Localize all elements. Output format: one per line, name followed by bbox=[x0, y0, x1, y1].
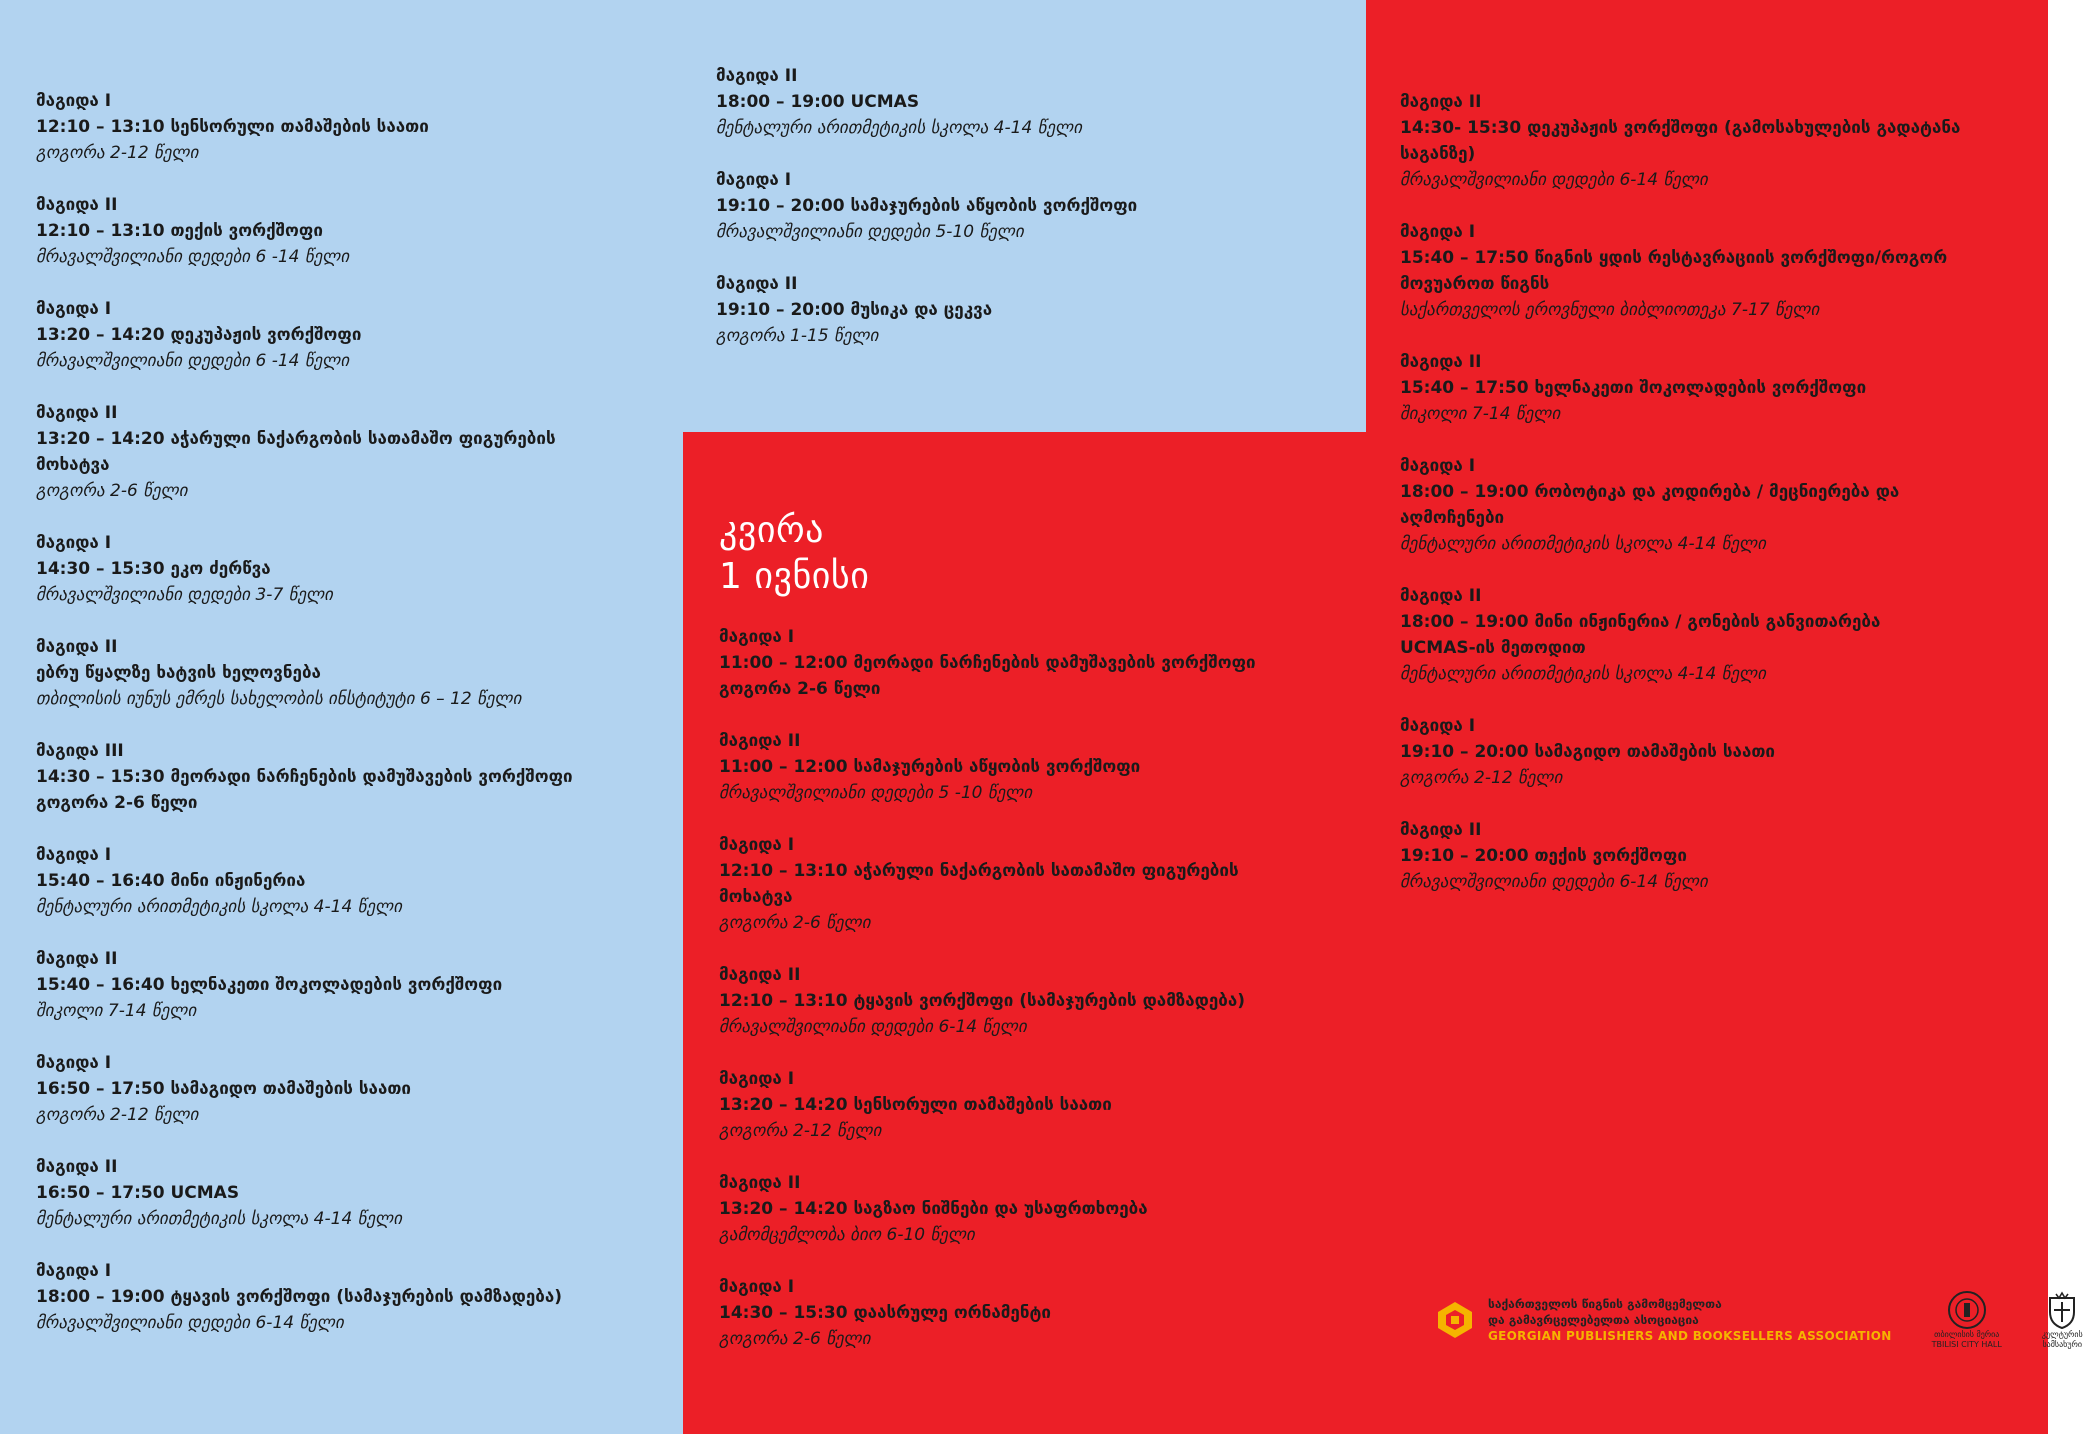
culture-caption-1: კულტურის bbox=[2041, 1330, 2083, 1339]
table-label: მაგიდა II bbox=[1400, 352, 1482, 372]
schedule-entry bbox=[36, 530, 676, 608]
session-title: 19:10 – 20:00 მუსიკა და ცეკვა bbox=[716, 300, 993, 320]
audience-age: მრავალშვილიანი დედები 6 -14 წელი bbox=[36, 247, 350, 267]
session-title: 16:50 – 17:50 სამაგიდო თამაშების საათი bbox=[36, 1079, 412, 1099]
session-title: 14:30 – 15:30 დაასრულე ორნამენტი bbox=[719, 1303, 1051, 1323]
session-title: 19:10 – 20:00 თექის ვორქშოფი bbox=[1400, 846, 1687, 866]
schedule-entry bbox=[36, 842, 676, 920]
audience-age: გოგორა 2-6 წელი bbox=[719, 913, 871, 933]
city-hall-caption-ka: თბილისის მერია bbox=[1934, 1330, 2000, 1339]
table-label: მაგიდა I bbox=[1400, 456, 1476, 476]
table-label: მაგიდა I bbox=[716, 170, 792, 190]
audience-age: მრავალშვილიანი დედები 6 -14 წელი bbox=[36, 351, 350, 371]
schedule-entry bbox=[716, 271, 1356, 349]
session-title: 18:00 – 19:00 UCMAS bbox=[716, 92, 920, 112]
table-label: მაგიდა I bbox=[719, 1277, 795, 1297]
audience-age: მრავალშვილიანი დედები 3-7 წელი bbox=[36, 585, 333, 605]
session-title: 18:00 – 19:00 მინი ინჟინერია / გონების განვითარება bbox=[1400, 612, 1881, 632]
schedule-column-2-top bbox=[716, 63, 1356, 375]
table-label: მაგიდა II bbox=[36, 949, 118, 969]
schedule-entry bbox=[36, 296, 676, 374]
day-name: კვირა bbox=[719, 510, 824, 551]
gpba-name-en: GEORGIAN PUBLISHERS AND BOOKSELLERS ASSOCIATION bbox=[1488, 1329, 1892, 1343]
session-title-continued: მოვუაროთ წიგნს bbox=[1400, 274, 1550, 294]
session-title: 13:20 – 14:20 აჭარული ნაქარგობის სათამაშო ფიგურების bbox=[36, 429, 556, 449]
schedule-entry bbox=[36, 1154, 676, 1232]
audience-age: მრავალშვილიანი დედები 6-14 წელი bbox=[1400, 170, 1708, 190]
table-label: მაგიდა II bbox=[716, 66, 798, 86]
audience-age: მენტალური არითმეტიკის სკოლა 4-14 წელი bbox=[1400, 664, 1766, 684]
audience-age: მრავალშვილიანი დედები 6-14 წელი bbox=[719, 1017, 1027, 1037]
schedule-entry bbox=[719, 1170, 1359, 1248]
audience-age: გოგორა 1-15 წელი bbox=[716, 326, 879, 346]
session-title: 19:10 – 20:00 სამაგიდო თამაშების საათი bbox=[1400, 742, 1776, 762]
session-title: 14:30 – 15:30 მეორადი ნარჩენების დამუშავების ვორქშოფი bbox=[36, 767, 573, 787]
table-label: მაგიდა II bbox=[36, 195, 118, 215]
coat-of-arms-icon bbox=[2042, 1290, 2082, 1330]
schedule-column-2-bottom bbox=[719, 508, 1359, 1378]
schedule-entry bbox=[719, 1274, 1359, 1352]
audience-age: მენტალური არითმეტიკის სკოლა 4-14 წელი bbox=[716, 118, 1082, 138]
session-title-continued: აღმოჩენები bbox=[1400, 508, 1505, 528]
session-title: 14:30- 15:30 დეკუპაჟის ვორქშოფი (გამოსახულების გადატანა bbox=[1400, 118, 1961, 138]
audience-age: შიკოლი 7-14 წელი bbox=[1400, 404, 1561, 424]
tbilisi-city-hall-logo bbox=[1932, 1290, 2002, 1350]
session-title: 13:20 – 14:20 დეკუპაჟის ვორქშოფი bbox=[36, 325, 362, 345]
table-label: მაგიდა I bbox=[36, 533, 112, 553]
table-label: მაგიდა I bbox=[719, 1069, 795, 1089]
schedule-entry bbox=[719, 624, 1359, 702]
table-label: მაგიდა II bbox=[1400, 586, 1482, 606]
session-title: ებრუ წყალზე ხატვის ხელოვნება bbox=[36, 663, 321, 683]
city-hall-seal-icon bbox=[1947, 1290, 1987, 1330]
audience-age: მრავალშვილიანი დედები 6-14 წელი bbox=[1400, 872, 1708, 892]
sponsor-logos bbox=[1436, 1290, 2083, 1350]
audience-age: მრავალშვილიანი დედები 5 -10 წელი bbox=[719, 783, 1033, 803]
audience-age: გამომცემლობა ბიო 6-10 წელი bbox=[719, 1225, 975, 1245]
table-label: მაგიდა II bbox=[36, 403, 118, 423]
schedule-entry bbox=[36, 634, 676, 712]
table-label: მაგიდა I bbox=[719, 627, 795, 647]
culture-service-logo bbox=[2042, 1290, 2083, 1350]
schedule-entry bbox=[1400, 453, 2040, 557]
gpba-logo bbox=[1436, 1296, 1892, 1344]
schedule-entry bbox=[1400, 89, 2040, 193]
session-title-continued: UCMAS-ის მეთოდით bbox=[1400, 638, 1586, 658]
schedule-column-3 bbox=[1400, 89, 2040, 921]
session-title: 11:00 – 12:00 მეორადი ნარჩენების დამუშავების ვორქშოფი bbox=[719, 653, 1256, 673]
table-label: მაგიდა I bbox=[1400, 716, 1476, 736]
schedule-entry bbox=[719, 962, 1359, 1040]
schedule-entry bbox=[719, 1066, 1359, 1144]
day-heading bbox=[719, 508, 1359, 600]
session-title-continued: გოგორა 2-6 წელი bbox=[719, 679, 881, 699]
schedule-entry bbox=[716, 63, 1356, 141]
schedule-column-1 bbox=[36, 88, 676, 1362]
table-label: მაგიდა II bbox=[719, 731, 801, 751]
schedule-entry bbox=[36, 946, 676, 1024]
session-title: 12:10 – 13:10 აჭარული ნაქარგობის სათამაშო ფიგურების bbox=[719, 861, 1239, 881]
day-date: 1 ივნისი bbox=[719, 556, 870, 597]
schedule-entry bbox=[1400, 583, 2040, 687]
audience-age: მენტალური არითმეტიკის სკოლა 4-14 წელი bbox=[36, 897, 402, 917]
audience-age: გოგორა 2-12 წელი bbox=[36, 1105, 199, 1125]
city-hall-caption-en: TBILISI CITY HALL bbox=[1931, 1340, 2002, 1349]
schedule-entry bbox=[36, 192, 676, 270]
table-label: მაგიდა I bbox=[36, 845, 112, 865]
schedule-entry bbox=[1400, 713, 2040, 791]
session-title: 19:10 – 20:00 სამაჯურების აწყობის ვორქშოფი bbox=[716, 196, 1138, 216]
schedule-entry bbox=[1400, 219, 2040, 323]
schedule-entry bbox=[719, 832, 1359, 936]
table-label: მაგიდა II bbox=[1400, 92, 1482, 112]
table-label: მაგიდა I bbox=[1400, 222, 1476, 242]
session-title-continued: მოხატვა bbox=[36, 455, 110, 475]
table-label: მაგიდა III bbox=[36, 741, 124, 761]
table-label: მაგიდა II bbox=[36, 1157, 118, 1177]
session-title: 18:00 – 19:00 რობოტიკა და კოდირება / მეცნიერება და bbox=[1400, 482, 1900, 502]
session-title: 15:40 – 17:50 ხელნაკეთი შოკოლადების ვორქშოფი bbox=[1400, 378, 1867, 398]
audience-age: შიკოლი 7-14 წელი bbox=[36, 1001, 197, 1021]
audience-age: თბილისის იუნუს ემრეს სახელობის ინსტიტუტი 6 – 12 წელი bbox=[36, 689, 522, 709]
schedule-entry bbox=[1400, 349, 2040, 427]
session-title-continued: მოხატვა bbox=[719, 887, 793, 907]
session-title-continued: გოგორა 2-6 წელი bbox=[36, 793, 198, 813]
audience-age: მენტალური არითმეტიკის სკოლა 4-14 წელი bbox=[36, 1209, 402, 1229]
table-label: მაგიდა I bbox=[36, 1261, 112, 1281]
session-title: 14:30 – 15:30 ეკო ძერწვა bbox=[36, 559, 271, 579]
audience-age: გოგორა 2-12 წელი bbox=[36, 143, 199, 163]
session-title: 11:00 – 12:00 სამაჯურების აწყობის ვორქშოფი bbox=[719, 757, 1141, 777]
audience-age: მენტალური არითმეტიკის სკოლა 4-14 წელი bbox=[1400, 534, 1766, 554]
session-title: 18:00 – 19:00 ტყავის ვორქშოფი (სამაჯურების დამზადება) bbox=[36, 1287, 563, 1307]
session-title: 15:40 – 16:40 მინი ინჟინერია bbox=[36, 871, 306, 891]
schedule-entry bbox=[36, 1258, 676, 1336]
audience-age: გოგორა 2-6 წელი bbox=[36, 481, 188, 501]
table-label: მაგიდა I bbox=[719, 835, 795, 855]
schedule-entry bbox=[36, 1050, 676, 1128]
schedule-entry bbox=[716, 167, 1356, 245]
session-title: 13:20 – 14:20 საგზაო ნიშნები და უსაფრთხოება bbox=[719, 1199, 1148, 1219]
session-title: 12:10 – 13:10 ტყავის ვორქშოფი (სამაჯურების დამზადება) bbox=[719, 991, 1246, 1011]
schedule-entry bbox=[36, 738, 676, 816]
table-label: მაგიდა II bbox=[716, 274, 798, 294]
session-title-continued: საგანზე) bbox=[1400, 144, 1476, 164]
audience-age: გოგორა 2-12 წელი bbox=[1400, 768, 1563, 788]
table-label: მაგიდა II bbox=[1400, 820, 1482, 840]
audience-age: მრავალშვილიანი დედები 6-14 წელი bbox=[36, 1313, 344, 1333]
schedule-entry bbox=[36, 88, 676, 166]
table-label: მაგიდა I bbox=[36, 299, 112, 319]
audience-age: მრავალშვილიანი დედები 5-10 წელი bbox=[716, 222, 1024, 242]
gpba-name-ka-2: და გამავრცელებელთა ასოციაცია bbox=[1488, 1313, 1699, 1327]
table-label: მაგიდა II bbox=[36, 637, 118, 657]
gpba-emblem-icon bbox=[1436, 1300, 1474, 1340]
session-title: 16:50 – 17:50 UCMAS bbox=[36, 1183, 240, 1203]
audience-age: გოგორა 2-6 წელი bbox=[719, 1329, 871, 1349]
schedule-entry bbox=[719, 728, 1359, 806]
table-label: მაგიდა I bbox=[36, 91, 112, 111]
schedule-entry bbox=[1400, 817, 2040, 895]
table-label: მაგიდა II bbox=[719, 965, 801, 985]
session-title: 12:10 – 13:10 თექის ვორქშოფი bbox=[36, 221, 323, 241]
audience-age: საქართველოს ეროვნული ბიბლიოთეკა 7-17 წელი bbox=[1400, 300, 1820, 320]
table-label: მაგიდა I bbox=[36, 1053, 112, 1073]
schedule-entry bbox=[36, 400, 676, 504]
table-label: მაგიდა II bbox=[719, 1173, 801, 1193]
gpba-name-ka-1: საქართველოს წიგნის გამომცემელთა bbox=[1488, 1297, 1722, 1311]
session-title: 12:10 – 13:10 სენსორული თამაშების საათი bbox=[36, 117, 429, 137]
audience-age: გოგორა 2-12 წელი bbox=[719, 1121, 882, 1141]
session-title: 13:20 – 14:20 სენსორული თამაშების საათი bbox=[719, 1095, 1112, 1115]
session-title: 15:40 – 16:40 ხელნაკეთი შოკოლადების ვორქშოფი bbox=[36, 975, 503, 995]
culture-caption-2: სამსახური bbox=[2042, 1340, 2083, 1349]
session-title: 15:40 – 17:50 წიგნის ყდის რესტავრაციის ვორქშოფი/როგორ bbox=[1400, 248, 1948, 268]
